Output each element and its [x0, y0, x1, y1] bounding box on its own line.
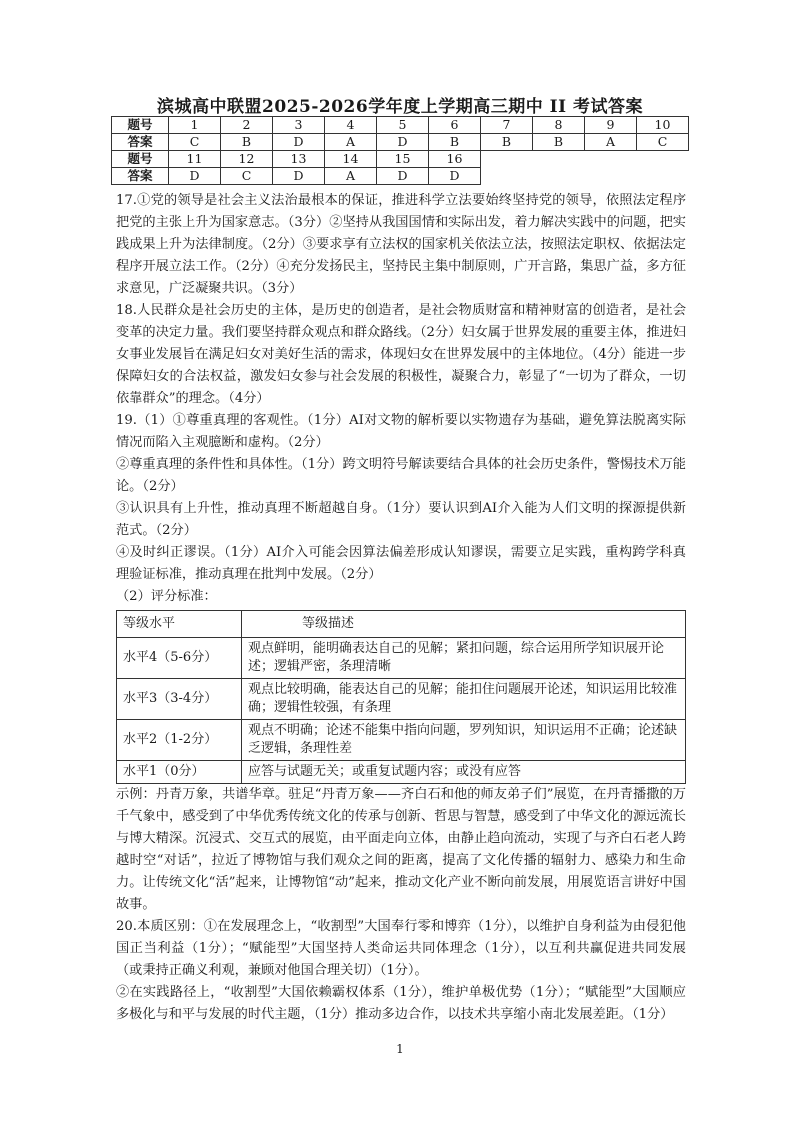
- answer-cell: D: [429, 168, 481, 185]
- answer-cell: C: [169, 134, 221, 151]
- answer-cell: A: [325, 134, 377, 151]
- question-number: 12: [221, 151, 273, 168]
- answer-table-row-numbers-2: [112, 151, 689, 168]
- answer-cell: D: [273, 134, 325, 151]
- question-number: 6: [429, 117, 481, 134]
- question-number: 15: [377, 151, 429, 168]
- answer-cell: C: [637, 134, 689, 151]
- answer-cell: D: [169, 168, 221, 185]
- answer-cell: B: [481, 134, 533, 151]
- answer-cell: A: [585, 134, 637, 151]
- answer-q18: 18.人民群众是社会历史的主体，是历史的创造者，是社会物质财富和精神财富的创造者，是社会变革的决定力量。我们要坚持群众观点和群众路线。（2分）妇女属于世界发展的重要主体，推进妇女事业发展旨在满足妇女对美好生活的需求，体现妇女在世界发展中的主体地位。（4分）能进一步保障妇女的合法权益，激发妇女参与社会发展的积极性，凝聚合力，彰显了“一切为了群众，一切依靠群众”的理念。（4分）: [116, 303, 686, 406]
- grading-table-header: [117, 611, 686, 638]
- answer-q19-point4: ④及时纠正谬误。（1分）AI介入可能会因算法偏差形成认知谬误，需要立足实践，重构跨学科真理验证标准，推动真理在批判中发展。（2分）: [116, 545, 686, 582]
- answer-q19-point1: 19.（1）①尊重真理的客观性。（1分）AI对文物的解析要以实物遗存为基础，避免算法脱离实际情况而陷入主观臆断和虚构。（2分）: [116, 413, 686, 450]
- answer-cell: C: [221, 168, 273, 185]
- question-number: 2: [221, 117, 273, 134]
- question-number: 8: [533, 117, 585, 134]
- grade-description: 应答与试题无关；或重复试题内容；或没有应答: [242, 761, 686, 784]
- label-answer: 答案: [112, 134, 169, 151]
- answer-cell: D: [377, 134, 429, 151]
- grade-level: 水平4（5-6分）: [117, 638, 242, 679]
- answer-body: [116, 190, 686, 1026]
- question-number: 1: [169, 117, 221, 134]
- grading-table-row: [117, 638, 686, 679]
- grading-table-row: [117, 679, 686, 720]
- answer-q19-point3: ③认识具有上升性，推动真理不断超越自身。（1分）要认识到AI介入能为人们文明的探源提供新范式。（2分）: [116, 501, 686, 538]
- answer-table-row-answers-2: [112, 168, 689, 185]
- grading-table-row: [117, 720, 686, 761]
- page-number: 1: [396, 1042, 404, 1056]
- grade-description: 观点不明确；论述不能集中指向问题，罗列知识，知识运用不正确；论述缺乏逻辑，条理性差: [242, 720, 686, 761]
- grade-level: 水平3（3-4分）: [117, 679, 242, 720]
- question-number: 7: [481, 117, 533, 134]
- answer-table: [111, 116, 689, 185]
- question-number: 16: [429, 151, 481, 168]
- grade-level: 水平1（0分）: [117, 761, 242, 784]
- label-answer: 答案: [112, 168, 169, 185]
- answer-cell: B: [221, 134, 273, 151]
- grade-description: 观点鲜明，能明确表达自己的见解；紧扣问题，综合运用所学知识展开论述；逻辑严密，条理清晰: [242, 638, 686, 679]
- question-number: 5: [377, 117, 429, 134]
- grading-table: [116, 610, 686, 784]
- question-number: 14: [325, 151, 377, 168]
- answer-cell: D: [377, 168, 429, 185]
- answer-cell: A: [325, 168, 377, 185]
- answer-q20-point2: ②在实践路径上，“收割型”大国依赖霸权体系（1分），维护单极优势（1分）；“赋能型”大国顺应多极化与和平与发展的时代主题，（1分）推动多边合作，以技术共享缩小南北发展差距。（1分）: [116, 985, 686, 1022]
- answer-cell: D: [273, 168, 325, 185]
- answer-cell: B: [533, 134, 585, 151]
- grading-standard-heading: （2）评分标准：: [116, 589, 217, 604]
- answer-table-row-numbers-1: [112, 117, 689, 134]
- grading-table-row: [117, 761, 686, 784]
- label-question-number: 题号: [112, 117, 169, 134]
- answer-q20-point1: 20.本质区别：①在发展理念上，“收割型”大国奉行零和博弈（1分），以维护自身利益为由侵犯他国正当利益（1分）；“赋能型”大国坚持人类命运共同体理念（1分），以互利共赢促进共同发展（或秉持正确义利观，兼顾对他国合理关切）（1分）。: [116, 919, 686, 978]
- label-question-number: 题号: [112, 151, 169, 168]
- question-number: 13: [273, 151, 325, 168]
- answer-q19-point2: ②尊重真理的条件性和具体性。（1分）跨文明符号解读要结合具体的社会历史条件，警惕技术万能论。（2分）: [116, 457, 686, 494]
- question-number: 11: [169, 151, 221, 168]
- question-number: 10: [637, 117, 689, 134]
- question-number: 9: [585, 117, 637, 134]
- answer-cell: B: [429, 134, 481, 151]
- example-answer: 示例：丹青万象，共谱华章。驻足“丹青万象——齐白石和他的师友弟子们”展览，在丹青播撒的万千气象中，感受到了中华优秀传统文化的传承与创新、哲思与智慧，感受到了中华文化的源远流长与博大精深。沉浸式、交互式的展览，由平面走向立体，由静止趋向流动，实现了与齐白石老人跨越时空“对话”，拉近了博物馆与我们观众之间的距离，提高了文化传播的辐射力、感染力和生命力。让传统文化“活”起来，让博物馆“动”起来，推动文化产业不断向前发展，用展览语言讲好中国故事。: [116, 787, 686, 912]
- question-number: 3: [273, 117, 325, 134]
- document-title: 滨城高中联盟2025-2026学年度上学期高三期中 II 考试答案: [157, 97, 643, 117]
- answer-table-row-answers-1: [112, 134, 689, 151]
- question-number: 4: [325, 117, 377, 134]
- grade-description: 观点比较明确，能表达自己的见解；能扣住问题展开论述，知识运用比较准确；逻辑性较强，有条理: [242, 679, 686, 720]
- header-level: 等级水平: [117, 611, 242, 638]
- empty-cell: [481, 151, 689, 168]
- empty-cell: [481, 168, 689, 185]
- answer-q17: 17.①党的领导是社会主义法治最根本的保证，推进科学立法要始终坚持党的领导，依照法定程序把党的主张上升为国家意志。（3分）②坚持从我国国情和实际出发，着力解决实践中的问题，把实践成果上升为法律制度。（2分）③要求享有立法权的国家机关依法立法，按照法定职权、依据法定程序开展立法工作。（2分）④充分发扬民主，坚持民主集中制原则，广开言路，集思广益，多方征求意见，广泛凝聚共识。（3分）: [116, 193, 686, 296]
- grade-level: 水平2（1-2分）: [117, 720, 242, 761]
- header-description: 等级描述: [242, 611, 686, 638]
